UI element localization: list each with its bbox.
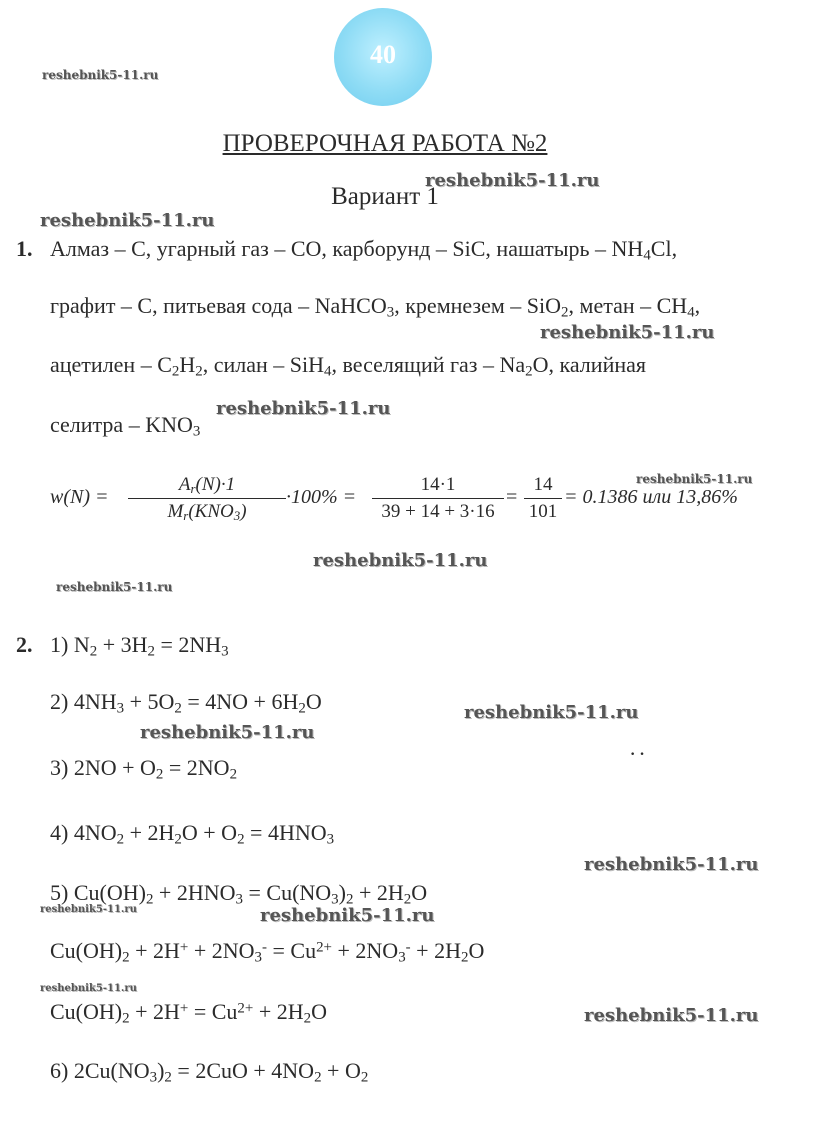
stray-dots: · · [630, 746, 645, 763]
fraction-denominator: $M_r(KNO_3)$ [167, 501, 247, 524]
task2-line: 6) $2Cu(NO_3)_2 = 2CuO + 4NO_2 + O_2$ [50, 1058, 369, 1086]
task1-line: графит – C, питьевая сода – NaHCO$_3$, кремнезем – SiO$_2$, метан – $CH_4$, [50, 293, 701, 321]
watermark: reshebnik5-11.ru [464, 702, 639, 723]
watermark: reshebnik5-11.ru [636, 472, 753, 486]
watermark: reshebnik5-11.ru [40, 983, 137, 994]
formula-lhs: w(N) = [50, 486, 109, 508]
task1-line: селитра – $KNO_3$ [50, 412, 201, 440]
fraction-atomic-mass [128, 472, 286, 525]
task2-line: 4) $4NO_2 + 2H_2O + O_2 = 4HNO_3$ [50, 820, 335, 848]
formula-result: = 0.1386 или 13,86% [564, 486, 738, 508]
watermark: reshebnik5-11.ru [313, 550, 488, 571]
watermark: reshebnik5-11.ru [260, 905, 435, 926]
formula-equals: = [506, 486, 518, 508]
watermark: reshebnik5-11.ru [584, 1005, 759, 1026]
variant-label: Вариант 1 [331, 183, 439, 210]
watermark: reshebnik5-11.ru [425, 170, 600, 191]
task2-line: 3) $2NO + O_2 = 2NO_2$ [50, 755, 238, 783]
watermark: reshebnik5-11.ru [40, 904, 137, 915]
watermark: reshebnik5-11.ru [584, 854, 759, 875]
watermark: reshebnik5-11.ru [540, 322, 715, 343]
watermark: reshebnik5-11.ru [140, 722, 315, 743]
task2-line: $Cu(OH)_2 + 2H^+ + 2NO_3^- = Cu^{2+} + 2NO_3^- + 2H_2O$ [50, 938, 485, 966]
formula-multiplier: ·100% = [286, 486, 357, 508]
task2-number: 2. [16, 632, 33, 657]
watermark: reshebnik5-11.ru [42, 68, 159, 82]
fraction-numerator: $A_r(N)\cdot 1$ [178, 474, 236, 497]
task1-number: 1. [16, 236, 33, 261]
task1-line: Алмаз – C, угарный газ – CO, карборунд – SiC, нашатырь – $NH_4Cl$, [50, 236, 678, 264]
fraction-denominator: 101 [528, 501, 558, 522]
fraction-denominator: 39 + 14 + 3·16 [381, 501, 495, 522]
fraction-numeric [372, 472, 504, 525]
task1-line: ацетилен – $C_2H_2$, силан – SiH$_4$, веселящий газ – $Na_2O$, калийная [50, 352, 646, 380]
watermark: reshebnik5-11.ru [40, 210, 215, 231]
task2-line: 5) $Cu(OH)_2 + 2HNO_3 = Cu(NO_3)_2 + 2H_2O$ [50, 880, 428, 908]
page-number: 40 [370, 40, 396, 69]
watermark: reshebnik5-11.ru [216, 398, 391, 419]
watermark: reshebnik5-11.ru [56, 580, 173, 594]
fraction-simplified [524, 472, 562, 525]
fraction-numerator: 14 [533, 474, 553, 495]
task2-line: 1) $N_2 + 3H_2 = 2NH_3$ [50, 632, 229, 660]
page-title: ПРОВЕРОЧНАЯ РАБОТА №2 [222, 130, 548, 157]
task2-line: 2) $4NH_3 + 5O_2 = 4NO + 6H_2O$ [50, 689, 322, 717]
fraction-numerator: 14·1 [420, 474, 456, 495]
task2-line: $Cu(OH)_2 + 2H^+ = Cu^{2+} + 2H_2O$ [50, 999, 328, 1027]
